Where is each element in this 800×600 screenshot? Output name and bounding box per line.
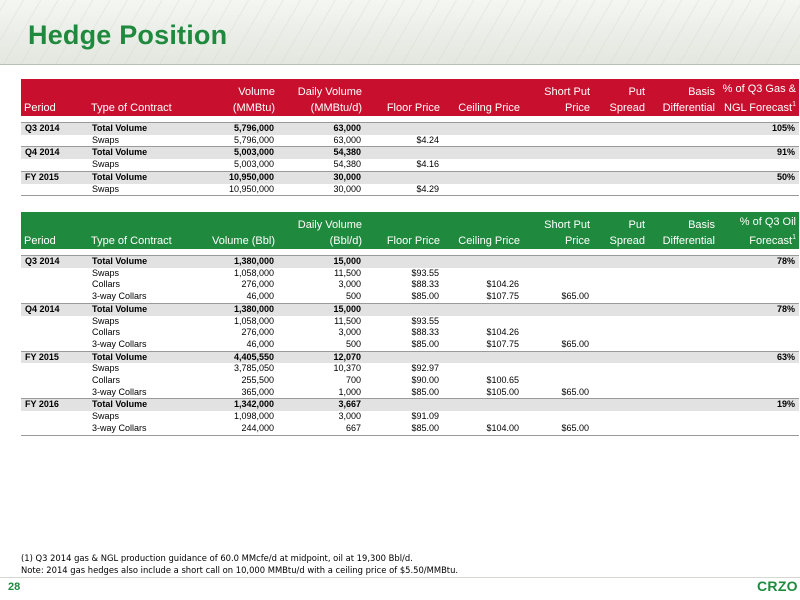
daily-volume-cell: 10,370 [278, 363, 365, 375]
contract-cell: Total Volume [88, 256, 204, 268]
oil-hedge-table [21, 212, 799, 436]
period-cell: FY 2016 [21, 399, 88, 411]
short-put-cell: $65.00 [523, 291, 593, 303]
put-spread-cell [593, 339, 648, 351]
contract-row [21, 279, 799, 291]
ceiling-price-cell: $107.75 [443, 339, 523, 351]
ceiling-price-cell [443, 123, 523, 135]
contract-cell: Total Volume [88, 123, 204, 135]
period-cell [21, 339, 88, 351]
period-cell [21, 327, 88, 339]
basis-cell [648, 423, 718, 435]
short-put-cell: $65.00 [523, 423, 593, 435]
floor-price-cell: $90.00 [365, 375, 443, 387]
forecast-pct-cell [718, 159, 799, 171]
basis-cell [648, 375, 718, 387]
contract-row [21, 411, 799, 423]
gas-header-put-spread: Put Spread [609, 86, 645, 114]
short-put-cell [523, 135, 593, 147]
short-put-cell [523, 351, 593, 363]
put-spread-cell [593, 351, 648, 363]
contract-cell: Swaps [88, 135, 204, 147]
forecast-pct-cell [718, 387, 799, 399]
gas-table-header-row [21, 79, 799, 116]
volume-cell: 1,380,000 [204, 256, 278, 268]
short-put-cell [523, 256, 593, 268]
gas-header-volume: Volume (MMBtu) [232, 86, 275, 114]
forecast-pct-cell [718, 423, 799, 435]
contract-cell: Total Volume [88, 303, 204, 315]
contract-row [21, 339, 799, 351]
put-spread-cell [593, 147, 648, 159]
ceiling-price-cell [443, 171, 523, 183]
daily-volume-cell: 63,000 [278, 123, 365, 135]
put-spread-cell [593, 279, 648, 291]
total-row [21, 303, 799, 315]
daily-volume-cell: 1,000 [278, 387, 365, 399]
short-put-cell [523, 171, 593, 183]
gas-header-contract: Type of Contract [91, 102, 172, 114]
ceiling-price-cell: $104.26 [443, 327, 523, 339]
floor-price-cell [365, 123, 443, 135]
contract-cell: Total Volume [88, 399, 204, 411]
forecast-pct-cell: 91% [718, 147, 799, 159]
period-cell [21, 291, 88, 303]
basis-cell [648, 363, 718, 375]
floor-price-cell [365, 399, 443, 411]
period-cell: Q3 2014 [21, 256, 88, 268]
contract-cell: 3-way Collars [88, 339, 204, 351]
volume-cell: 1,342,000 [204, 399, 278, 411]
forecast-pct-cell: 50% [718, 171, 799, 183]
volume-cell: 4,405,550 [204, 351, 278, 363]
contract-row [21, 291, 799, 303]
floor-price-cell: $93.55 [365, 316, 443, 328]
volume-cell: 5,003,000 [204, 159, 278, 171]
short-put-cell [523, 327, 593, 339]
basis-cell [648, 303, 718, 315]
forecast-pct-cell [718, 291, 799, 303]
put-spread-cell [593, 123, 648, 135]
volume-cell: 5,796,000 [204, 135, 278, 147]
put-spread-cell [593, 135, 648, 147]
daily-volume-cell: 63,000 [278, 135, 365, 147]
basis-cell [648, 339, 718, 351]
floor-price-cell [365, 147, 443, 159]
volume-cell: 365,000 [204, 387, 278, 399]
volume-cell: 276,000 [204, 327, 278, 339]
ceiling-price-cell [443, 135, 523, 147]
period-cell [21, 135, 88, 147]
contract-row [21, 423, 799, 435]
contract-cell: Total Volume [88, 147, 204, 159]
forecast-pct-cell: 105% [718, 123, 799, 135]
total-row [21, 256, 799, 268]
volume-cell: 46,000 [204, 339, 278, 351]
daily-volume-cell: 30,000 [278, 171, 365, 183]
header-divider [0, 64, 800, 65]
ceiling-price-cell [443, 147, 523, 159]
short-put-cell [523, 303, 593, 315]
contract-cell: 3-way Collars [88, 423, 204, 435]
footnotes [21, 552, 458, 576]
daily-volume-cell: 11,500 [278, 316, 365, 328]
daily-volume-cell: 15,000 [278, 256, 365, 268]
floor-price-cell: $92.97 [365, 363, 443, 375]
forecast-pct-cell: 19% [718, 399, 799, 411]
floor-price-cell: $85.00 [365, 423, 443, 435]
contract-cell: 3-way Collars [88, 291, 204, 303]
basis-cell [648, 135, 718, 147]
oil-header-ceiling-price: Ceiling Price [458, 235, 520, 247]
basis-cell [648, 291, 718, 303]
put-spread-cell [593, 327, 648, 339]
short-put-cell: $65.00 [523, 339, 593, 351]
footer-divider [0, 577, 800, 578]
floor-price-cell [365, 351, 443, 363]
short-put-cell: $65.00 [523, 387, 593, 399]
period-cell [21, 411, 88, 423]
oil-header-period: Period [24, 235, 56, 247]
basis-cell [648, 147, 718, 159]
ceiling-price-cell [443, 411, 523, 423]
daily-volume-cell: 500 [278, 339, 365, 351]
volume-cell: 255,500 [204, 375, 278, 387]
ceiling-price-cell [443, 256, 523, 268]
period-cell [21, 159, 88, 171]
ceiling-price-cell [443, 268, 523, 280]
basis-cell [648, 279, 718, 291]
period-cell [21, 375, 88, 387]
short-put-cell [523, 411, 593, 423]
oil-header-basis: Basis Differential [662, 219, 715, 247]
short-put-cell [523, 184, 593, 196]
short-put-cell [523, 159, 593, 171]
period-cell [21, 423, 88, 435]
basis-cell [648, 256, 718, 268]
basis-cell [648, 351, 718, 363]
forecast-pct-cell [718, 363, 799, 375]
daily-volume-cell: 15,000 [278, 303, 365, 315]
contract-cell: 3-way Collars [88, 387, 204, 399]
forecast-pct-cell [718, 316, 799, 328]
contract-row [21, 375, 799, 387]
gas-header-daily-volume: Daily Volume (MMBtu/d) [297, 86, 362, 114]
oil-header-volume: Volume (Bbl) [212, 235, 275, 247]
short-put-cell [523, 268, 593, 280]
contract-row [21, 159, 799, 171]
period-cell [21, 268, 88, 280]
oil-header-forecast-pct: % of Q3 Oil Forecast$^1$ [739, 216, 796, 247]
daily-volume-cell: 54,380 [278, 159, 365, 171]
forecast-pct-cell [718, 339, 799, 351]
footnote-1: (1) Q3 2014 gas & NGL production guidance of 60.0 MMcfe/d at midpoint, oil at 19,300 Bbl/d. [21, 553, 413, 563]
gas-header-period: Period [24, 102, 56, 114]
forecast-pct-cell: 78% [718, 303, 799, 315]
basis-cell [648, 159, 718, 171]
short-put-cell [523, 363, 593, 375]
floor-price-cell: $4.29 [365, 184, 443, 196]
basis-cell [648, 411, 718, 423]
basis-cell [648, 171, 718, 183]
put-spread-cell [593, 387, 648, 399]
put-spread-cell [593, 159, 648, 171]
contract-cell: Swaps [88, 184, 204, 196]
gas-header-ceiling-price: Ceiling Price [458, 102, 520, 114]
oil-header-contract: Type of Contract [91, 235, 172, 247]
short-put-cell [523, 279, 593, 291]
contract-cell: Swaps [88, 411, 204, 423]
basis-cell [648, 316, 718, 328]
floor-price-cell [365, 256, 443, 268]
ceiling-price-cell: $105.00 [443, 387, 523, 399]
forecast-pct-cell [718, 327, 799, 339]
floor-price-cell: $4.24 [365, 135, 443, 147]
period-cell [21, 363, 88, 375]
forecast-pct-cell [718, 411, 799, 423]
total-row [21, 147, 799, 159]
floor-price-cell: $85.00 [365, 387, 443, 399]
floor-price-cell [365, 171, 443, 183]
period-cell: Q4 2014 [21, 303, 88, 315]
ceiling-price-cell: $104.26 [443, 279, 523, 291]
volume-cell: 276,000 [204, 279, 278, 291]
contract-cell: Swaps [88, 159, 204, 171]
footnote-note: Note: 2014 gas hedges also include a short call on 10,000 MMBtu/d with a ceiling price of $5.50/MMBtu. [21, 565, 459, 575]
forecast-pct-cell [718, 279, 799, 291]
daily-volume-cell: 3,667 [278, 399, 365, 411]
contract-cell: Collars [88, 279, 204, 291]
floor-price-cell: $88.33 [365, 327, 443, 339]
forecast-pct-cell: 63% [718, 351, 799, 363]
ceiling-price-cell [443, 399, 523, 411]
put-spread-cell [593, 184, 648, 196]
short-put-cell [523, 375, 593, 387]
ceiling-price-cell [443, 184, 523, 196]
floor-price-cell: $85.00 [365, 339, 443, 351]
contract-row [21, 135, 799, 147]
gas-header-forecast-pct: % of Q3 Gas & NGL Forecast$^1$ [722, 83, 796, 114]
put-spread-cell [593, 411, 648, 423]
volume-cell: 244,000 [204, 423, 278, 435]
gas-table-body [21, 116, 799, 196]
footnote-marker: 1 [792, 234, 796, 241]
total-row [21, 123, 799, 135]
floor-price-cell: $88.33 [365, 279, 443, 291]
period-cell [21, 279, 88, 291]
gas-hedge-table [21, 79, 799, 196]
gas-header-basis: Basis Differential [662, 86, 715, 114]
contract-row [21, 184, 799, 196]
forecast-pct-cell [718, 268, 799, 280]
page-number: 28 [8, 581, 21, 593]
volume-cell: 10,950,000 [204, 171, 278, 183]
put-spread-cell [593, 316, 648, 328]
put-spread-cell [593, 375, 648, 387]
put-spread-cell [593, 256, 648, 268]
contract-row [21, 387, 799, 399]
oil-header-short-put: Short Put Price [544, 219, 590, 247]
contract-cell: Collars [88, 375, 204, 387]
daily-volume-cell: 12,070 [278, 351, 365, 363]
period-cell [21, 184, 88, 196]
ceiling-price-cell [443, 159, 523, 171]
slide-title: Hedge Position [28, 20, 228, 50]
ceiling-price-cell [443, 351, 523, 363]
contract-row [21, 316, 799, 328]
daily-volume-cell: 3,000 [278, 411, 365, 423]
period-cell: FY 2015 [21, 171, 88, 183]
daily-volume-cell: 3,000 [278, 327, 365, 339]
contract-row [21, 327, 799, 339]
contract-cell: Swaps [88, 363, 204, 375]
ceiling-price-cell: $104.00 [443, 423, 523, 435]
forecast-pct-cell: 78% [718, 256, 799, 268]
period-cell: FY 2015 [21, 351, 88, 363]
daily-volume-cell: 700 [278, 375, 365, 387]
oil-header-daily-volume: Daily Volume (Bbl/d) [297, 219, 362, 247]
contract-row [21, 268, 799, 280]
short-put-cell [523, 399, 593, 411]
volume-cell: 1,380,000 [204, 303, 278, 315]
basis-cell [648, 387, 718, 399]
volume-cell: 10,950,000 [204, 184, 278, 196]
basis-cell [648, 268, 718, 280]
forecast-pct-cell [718, 184, 799, 196]
floor-price-cell: $4.16 [365, 159, 443, 171]
forecast-pct-cell [718, 135, 799, 147]
contract-cell: Collars [88, 327, 204, 339]
gas-header-floor-price: Floor Price [386, 102, 440, 114]
basis-cell [648, 184, 718, 196]
put-spread-cell [593, 303, 648, 315]
total-row [21, 399, 799, 411]
forecast-pct-cell [718, 375, 799, 387]
daily-volume-cell: 3,000 [278, 279, 365, 291]
oil-header-floor-price: Floor Price [386, 235, 440, 247]
contract-row [21, 363, 799, 375]
total-row [21, 171, 799, 183]
volume-cell: 3,785,050 [204, 363, 278, 375]
oil-table-header-row [21, 212, 799, 249]
daily-volume-cell: 30,000 [278, 184, 365, 196]
ceiling-price-cell: $107.75 [443, 291, 523, 303]
slide-header [0, 0, 800, 64]
short-put-cell [523, 316, 593, 328]
contract-cell: Swaps [88, 316, 204, 328]
basis-cell [648, 123, 718, 135]
short-put-cell [523, 123, 593, 135]
volume-cell: 1,058,000 [204, 268, 278, 280]
ceiling-price-cell: $100.65 [443, 375, 523, 387]
put-spread-cell [593, 291, 648, 303]
company-logo: CRZO [757, 578, 798, 594]
volume-cell: 1,058,000 [204, 316, 278, 328]
gas-header-short-put: Short Put Price [544, 86, 590, 114]
volume-cell: 5,796,000 [204, 123, 278, 135]
put-spread-cell [593, 171, 648, 183]
short-put-cell [523, 147, 593, 159]
basis-cell [648, 327, 718, 339]
daily-volume-cell: 500 [278, 291, 365, 303]
contract-cell: Total Volume [88, 171, 204, 183]
ceiling-price-cell [443, 303, 523, 315]
period-cell: Q3 2014 [21, 123, 88, 135]
basis-cell [648, 399, 718, 411]
put-spread-cell [593, 363, 648, 375]
floor-price-cell [365, 303, 443, 315]
floor-price-cell: $91.09 [365, 411, 443, 423]
period-cell: Q4 2014 [21, 147, 88, 159]
daily-volume-cell: 54,380 [278, 147, 365, 159]
floor-price-cell: $85.00 [365, 291, 443, 303]
contract-cell: Total Volume [88, 351, 204, 363]
period-cell [21, 387, 88, 399]
period-cell [21, 316, 88, 328]
daily-volume-cell: 11,500 [278, 268, 365, 280]
contract-cell: Swaps [88, 268, 204, 280]
volume-cell: 5,003,000 [204, 147, 278, 159]
ceiling-price-cell [443, 316, 523, 328]
total-row [21, 351, 799, 363]
footnote-marker: 1 [792, 101, 796, 108]
volume-cell: 46,000 [204, 291, 278, 303]
put-spread-cell [593, 399, 648, 411]
ceiling-price-cell [443, 363, 523, 375]
volume-cell: 1,098,000 [204, 411, 278, 423]
oil-header-put-spread: Put Spread [609, 219, 645, 247]
oil-table-body [21, 249, 799, 435]
daily-volume-cell: 667 [278, 423, 365, 435]
put-spread-cell [593, 268, 648, 280]
put-spread-cell [593, 423, 648, 435]
floor-price-cell: $93.55 [365, 268, 443, 280]
